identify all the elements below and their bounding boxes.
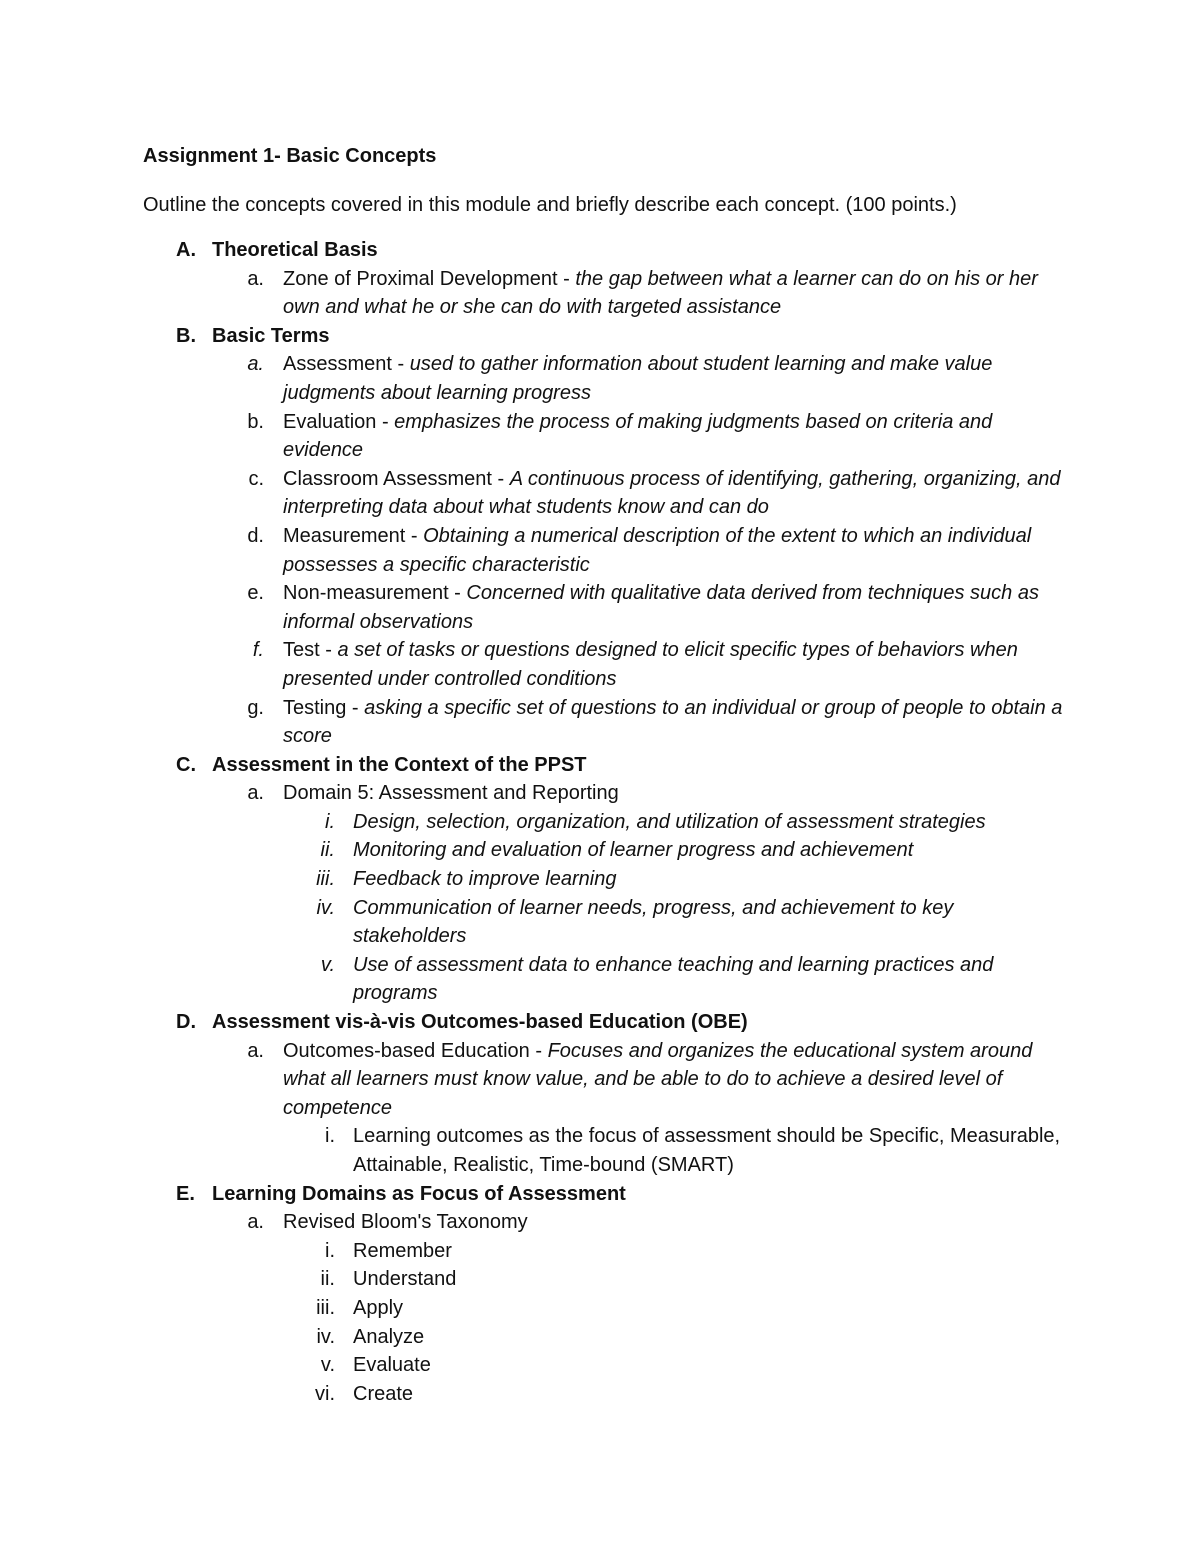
sub-item-text: Remember — [353, 1239, 452, 1262]
concept-item — [0, 636, 1200, 693]
section-heading — [0, 1180, 1200, 1209]
sub-item-marker: vi. — [315, 1382, 335, 1405]
section-title: Assessment vis-à-vis Outcomes-based Education (OBE) — [212, 1011, 748, 1034]
concept-definition: Concerned with qualitative data derived from techniques such as informal observations — [283, 582, 1039, 633]
item-text — [283, 1037, 1063, 1123]
concept-term: Classroom Assessment - — [283, 467, 510, 490]
sub-item — [0, 1351, 1200, 1380]
sub-item — [0, 808, 1200, 837]
concept-item — [0, 265, 1200, 322]
section-title: Theoretical Basis — [212, 239, 378, 261]
concept-term: Test - — [283, 639, 338, 662]
concept-term: Revised Bloom's Taxonomy — [283, 1211, 528, 1234]
sub-item-text: Design, selection, organization, and utilization of assessment strategies — [353, 810, 986, 833]
sub-item-marker: i. — [325, 1125, 335, 1148]
section-marker: B. — [176, 324, 196, 347]
concept-item — [0, 1208, 1200, 1237]
concept-item — [0, 350, 1200, 407]
sub-item-marker: i. — [325, 1239, 335, 1262]
section-title: Assessment in the Context of the PPST — [212, 753, 587, 776]
concept-item — [0, 465, 1200, 522]
concept-outline — [0, 236, 1200, 1408]
item-text — [283, 579, 1063, 636]
sub-item-marker: iv. — [316, 1325, 335, 1348]
section-title: Basic Terms — [212, 324, 330, 347]
concept-term: Zone of Proximal Development - — [283, 267, 576, 290]
sub-item — [0, 1122, 1200, 1179]
concept-item — [0, 779, 1200, 808]
concept-term: Non-measurement - — [283, 582, 467, 605]
sub-item-marker: ii. — [320, 839, 335, 862]
sub-item-text: Create — [353, 1382, 414, 1405]
sub-item-text: Learning outcomes as the focus of assessment should be Specific, Measurable, Attainable, Realistic, Time-bound (SMART) — [353, 1125, 1061, 1176]
item-marker: c. — [248, 467, 264, 490]
item-text — [283, 408, 1063, 465]
section-marker: E. — [176, 1182, 195, 1205]
sub-item-text: Communication of learner needs, progress, and achievement to key stakeholders — [353, 896, 954, 948]
item-text — [283, 350, 1063, 407]
item-marker: b. — [247, 410, 264, 433]
sub-item-text: Use of assessment data to enhance teaching and learning practices and programs — [353, 953, 994, 1005]
section-marker: D. — [176, 1011, 196, 1034]
concept-term: Assessment - — [283, 353, 410, 376]
sub-item-marker: v. — [320, 1354, 335, 1377]
sub-item — [0, 894, 1200, 951]
sub-item-marker: iv. — [316, 896, 335, 919]
concept-item — [0, 694, 1200, 751]
item-marker: g. — [247, 696, 264, 719]
concept-definition: a set of tasks or questions designed to elicit specific types of behaviors when presented under controlled conditions — [283, 639, 1018, 690]
item-text — [283, 522, 1063, 579]
item-text — [283, 636, 1063, 693]
sub-item-text: Understand — [353, 1268, 457, 1291]
concept-item — [0, 579, 1200, 636]
concept-item — [0, 1037, 1200, 1123]
item-marker: a. — [247, 353, 264, 376]
section-heading — [0, 322, 1200, 351]
concept-item — [0, 522, 1200, 579]
concept-definition: the gap between what a learner can do on his or her own and what he or she can do with targeted assistance — [283, 267, 1038, 319]
sub-item-text: Feedback to improve learning — [353, 868, 617, 891]
item-marker: e. — [247, 582, 264, 605]
concept-term: Domain 5: Assessment and Reporting — [283, 782, 619, 805]
concept-term: Measurement - — [283, 524, 424, 547]
sub-item — [0, 951, 1200, 1008]
sub-item-text: Evaluate — [353, 1354, 431, 1377]
sub-item-text: Apply — [353, 1296, 404, 1319]
document-title: Assignment 1- Basic Concepts — [143, 145, 437, 167]
sub-item — [0, 1237, 1200, 1266]
sub-item-marker: iii. — [316, 868, 335, 891]
sub-item — [0, 1294, 1200, 1323]
item-text — [283, 465, 1063, 522]
item-marker: a. — [247, 267, 264, 290]
sub-item-marker: iii. — [316, 1296, 335, 1319]
item-text — [283, 779, 1063, 808]
item-marker: d. — [247, 524, 264, 547]
sub-item-marker: ii. — [320, 1268, 335, 1291]
section-marker: C. — [176, 753, 196, 776]
concept-definition: emphasizes the process of making judgments based on criteria and evidence — [283, 410, 993, 462]
sub-item-text: Monitoring and evaluation of learner progress and achievement — [353, 839, 914, 862]
sub-item — [0, 1380, 1200, 1409]
concept-definition: Focuses and organizes the educational system around what all learners must know value, and be able to do to achieve a desired level of competence — [283, 1039, 1033, 1119]
item-marker: a. — [247, 782, 264, 805]
assignment-instructions: Outline the concepts covered in this module and briefly describe each concept. (100 points.) — [143, 194, 957, 216]
concept-definition: A continuous process of identifying, gathering, organizing, and interpreting data about what students know and can do — [283, 467, 1061, 519]
concept-term: Testing - — [283, 696, 365, 719]
item-text — [283, 694, 1063, 751]
sub-item — [0, 1323, 1200, 1352]
sub-item — [0, 1265, 1200, 1294]
section-heading — [0, 751, 1200, 780]
concept-term: Outcomes-based Education - — [283, 1039, 548, 1062]
item-text — [283, 265, 1063, 322]
sub-item-marker: v. — [320, 953, 335, 976]
item-marker: f. — [252, 639, 264, 662]
section-heading — [0, 236, 1200, 265]
section-marker: A. — [176, 239, 196, 261]
sub-item-text: Analyze — [353, 1325, 425, 1348]
concept-item — [0, 408, 1200, 465]
item-text — [283, 1208, 1063, 1237]
concept-term: Evaluation - — [283, 410, 395, 433]
section-heading — [0, 1008, 1200, 1037]
item-marker: a. — [247, 1211, 264, 1234]
concept-definition: Obtaining a numerical description of the extent to which an individual possesses a specific characteristic — [283, 524, 1032, 576]
concept-definition: used to gather information about student learning and make value judgments about learning progress — [283, 353, 993, 404]
section-title: Learning Domains as Focus of Assessment — [212, 1182, 626, 1205]
concept-definition: asking a specific set of questions to an individual or group of people to obtain a score — [283, 696, 1063, 748]
sub-item — [0, 836, 1200, 865]
sub-item-marker: i. — [325, 810, 335, 833]
item-marker: a. — [247, 1039, 264, 1062]
sub-item — [0, 865, 1200, 894]
